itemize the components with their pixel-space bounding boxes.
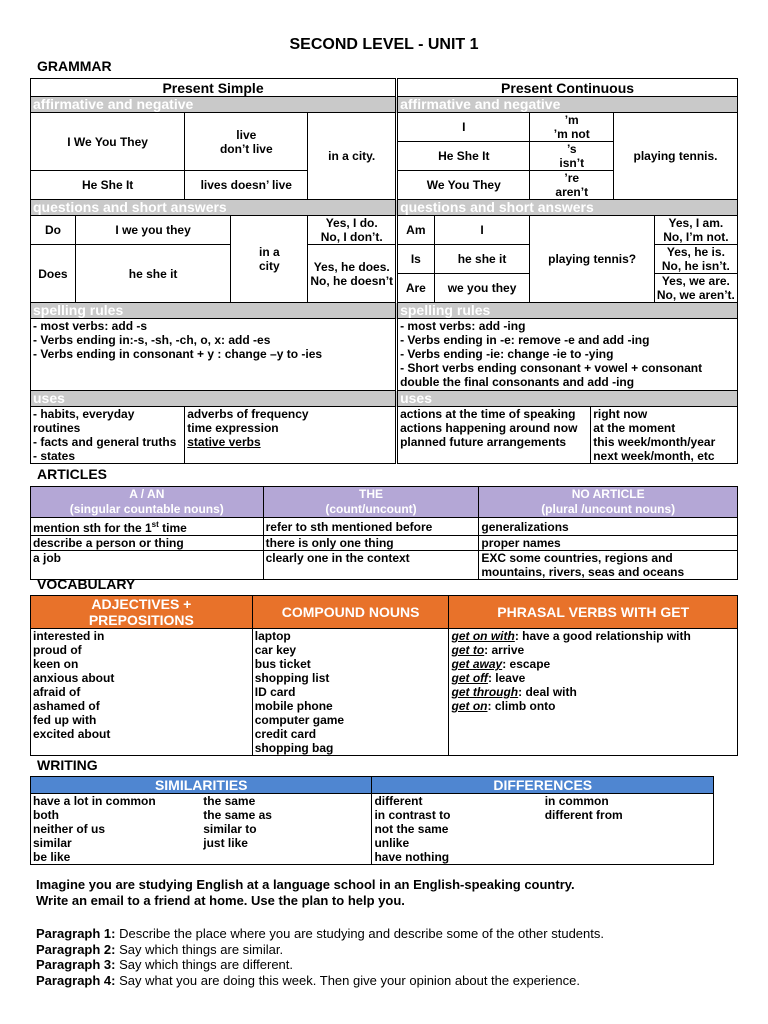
writing-phrase: have a lot in common — [33, 794, 156, 808]
simple-q-answer-2: Yes, he does. No, he doesn’t — [308, 245, 397, 303]
phrasal-verb-item — [451, 629, 735, 643]
articles-table — [30, 486, 738, 580]
simple-q-answer-1: Yes, I do. No, I don’t. — [308, 216, 397, 245]
writing-table — [30, 776, 714, 865]
phrasal-verb: get to — [451, 643, 485, 657]
writing-phrase: the same as — [203, 808, 272, 822]
phrasal-meaning: : have a good relationship with — [514, 629, 691, 643]
vocab-item: mobile phone — [254, 699, 333, 713]
simple-q-object: in a city — [231, 216, 308, 303]
vocab-item: ID card — [254, 685, 296, 699]
use-item: actions happening around now — [400, 421, 578, 435]
similarities-list-1 — [31, 794, 202, 865]
article-cell: refer to sth mentioned before — [263, 518, 479, 536]
vocab-item: shopping bag — [254, 741, 334, 755]
task-instructions: Imagine you are studying English at a language school in an English-speaking country. Write an email to a friend at home. Use the plan to help you. — [36, 877, 575, 908]
cont-q-answer-1: Yes, I am. No, I’m not. — [654, 216, 737, 245]
paragraph-text: Say which things are different. — [115, 957, 294, 972]
vocab-item: interested in — [33, 629, 105, 643]
phrasal-verb-item — [451, 699, 735, 713]
cont-q-am-subject: I — [434, 216, 530, 245]
cont-q-object: playing tennis? — [530, 216, 654, 303]
article-cell: describe a person or thing — [31, 536, 264, 551]
phrasal-meaning: : arrive — [484, 643, 525, 657]
paragraph-plan-item — [36, 942, 756, 958]
cont-q-answer-2: Yes, he is. No, he isn’t. — [654, 245, 737, 274]
phrasal-verb: get through — [451, 685, 519, 699]
simple-q-does-subject: he she it — [75, 245, 230, 303]
spelling-rule: - most verbs: add -ing — [400, 319, 526, 333]
vocab-item: computer game — [254, 713, 345, 727]
continuous-uses-list — [397, 407, 591, 464]
differences-list-2 — [543, 794, 714, 865]
vocab-item: shopping list — [254, 671, 330, 685]
writing-phrase: be like — [33, 850, 71, 864]
use-item: time expression — [187, 421, 279, 435]
cont-q-is-subject: he she it — [434, 245, 530, 274]
article-cell: mention sth for the 1st time — [31, 518, 264, 536]
vocabulary-heading: VOCABULARY — [37, 576, 136, 592]
use-item: next week/month, etc — [593, 449, 715, 463]
phrasal-verb-item — [451, 657, 735, 671]
vocab-item: excited about — [33, 727, 111, 741]
simple-q-does: Does — [31, 245, 76, 303]
phrasal-meaning: : leave — [487, 671, 526, 685]
simple-aff-subject-2: He She It — [31, 171, 185, 200]
bar-aff-continuous: affirmative and negative — [397, 97, 738, 113]
writing-phrase: in common — [544, 794, 609, 808]
paragraph-plan-item — [36, 926, 756, 942]
vocab-item: bus ticket — [254, 657, 311, 671]
simple-q-do: Do — [31, 216, 76, 245]
writing-phrase: different from — [544, 808, 623, 822]
vocab-item: afraid of — [33, 685, 81, 699]
simple-aff-subject-1: I We You They — [31, 113, 185, 171]
cont-q-are-subject: we you they — [434, 274, 530, 303]
use-item: - states — [33, 449, 76, 463]
cont-aff-subject-2: He She It — [397, 142, 530, 171]
article-cell: generalizations — [479, 518, 738, 536]
vocab-header-phrasal-verbs: PHRASAL VERBS WITH GET — [449, 596, 738, 629]
cont-aff-verb-3: ’re aren’t — [530, 171, 614, 200]
cont-q-answer-3: Yes, we are. No, we aren’t. — [654, 274, 737, 303]
phrasal-verb-item — [451, 685, 735, 699]
use-item: at the moment — [593, 421, 676, 435]
simple-aff-verb-2: lives doesn’ live — [185, 171, 308, 200]
bar-spelling-continuous: spelling rules — [397, 303, 738, 319]
phrasal-meaning: : escape — [502, 657, 551, 671]
bar-aff-simple: affirmative and negative — [31, 97, 397, 113]
phrasal-meaning: : deal with — [518, 685, 577, 699]
phrasal-verb: get on with — [451, 629, 515, 643]
article-cell: a job — [31, 551, 264, 580]
spelling-rule: - Verbs ending in:-s, -sh, -ch, o, x: add -es — [33, 333, 271, 347]
writing-phrase: have nothing — [374, 850, 450, 864]
writing-phrase: different — [374, 794, 423, 808]
vocab-item: keen on — [33, 657, 79, 671]
phrasal-verb-item — [451, 643, 735, 657]
spelling-rule: - Verbs ending -ie: change -ie to -ying — [400, 347, 614, 361]
cont-q-are: Are — [397, 274, 435, 303]
simple-uses-list — [31, 407, 185, 464]
vocab-item: proud of — [33, 643, 82, 657]
simple-spelling-rules — [31, 319, 397, 391]
paragraph-text: Say which things are similar. — [115, 941, 284, 957]
cont-q-is: Is — [397, 245, 435, 274]
simple-adverbs-list — [185, 407, 397, 464]
paragraph-label: Paragraph 2: — [36, 941, 116, 957]
vocab-header-compound-nouns: COMPOUND NOUNS — [252, 596, 449, 629]
simple-q-do-subject: I we you they — [75, 216, 230, 245]
article-cell: clearly one in the context — [263, 551, 479, 580]
vocab-header-adjectives: ADJECTIVES + PREPOSITIONS — [31, 596, 253, 629]
vocab-item: car key — [254, 643, 297, 657]
use-item: this week/month/year — [593, 435, 716, 449]
bar-uses-simple: uses — [31, 391, 397, 407]
phrasal-verb: get off — [451, 671, 488, 685]
vocab-item: credit card — [254, 727, 317, 741]
vocab-item: ashamed of — [33, 699, 100, 713]
bar-spelling-simple: spelling rules — [31, 303, 397, 319]
writing-phrase: just like — [203, 836, 248, 850]
page-title: SECOND LEVEL - UNIT 1 — [289, 36, 479, 53]
vocab-item: laptop — [254, 629, 291, 643]
article-header-the: THE (count/uncount) — [263, 487, 479, 518]
differences-header: DIFFERENCES — [372, 777, 714, 794]
use-item: - habits, everyday routines — [33, 407, 135, 435]
spelling-rule: - Verbs ending in consonant + y : change –y to -ies — [33, 347, 323, 361]
writing-phrase: the same — [203, 794, 256, 808]
cont-aff-verb-1: ’m ’m not — [530, 113, 614, 142]
stative-verbs-link: stative verbs — [187, 435, 261, 449]
cont-q-am: Am — [397, 216, 435, 245]
paragraph-plan — [36, 926, 756, 988]
paragraph-label: Paragraph 1: — [36, 926, 116, 941]
paragraph-label: Paragraph 3: — [36, 957, 116, 972]
writing-phrase: both — [33, 808, 59, 822]
cont-aff-subject-1: I — [397, 113, 530, 142]
paragraph-plan-item — [36, 957, 756, 973]
writing-phrase: similar to — [203, 822, 257, 836]
present-simple-title: Present Simple — [31, 79, 397, 97]
vocab-item: anxious about — [33, 671, 115, 685]
use-item: actions at the time of speaking — [400, 407, 576, 421]
simple-aff-verb-1: live don’t live — [185, 113, 308, 171]
grammar-heading: GRAMMAR — [37, 58, 112, 74]
bar-q-continuous: questions and short answers — [397, 200, 738, 216]
adjectives-list — [31, 629, 253, 756]
use-item: - facts and general truths — [33, 435, 177, 449]
bar-uses-continuous: uses — [397, 391, 738, 407]
use-item: adverbs of frequency — [187, 407, 309, 421]
phrasal-verb-item — [451, 671, 735, 685]
writing-heading: WRITING — [37, 757, 98, 773]
continuous-time-list — [591, 407, 738, 464]
use-item: right now — [593, 407, 648, 421]
spelling-rule: - Verbs ending in -e: remove -e and add -ing — [400, 333, 650, 347]
spelling-rule: double the final consonants and add -ing — [400, 375, 635, 389]
article-cell: proper names — [479, 536, 738, 551]
bar-q-simple: questions and short answers — [31, 200, 397, 216]
spelling-rule: - most verbs: add -s — [33, 319, 148, 333]
writing-phrase: in contrast to — [374, 808, 451, 822]
article-cell: there is only one thing — [263, 536, 479, 551]
writing-phrase: similar — [33, 836, 72, 850]
articles-heading: ARTICLES — [37, 466, 107, 482]
vocab-item: fed up with — [33, 713, 97, 727]
similarities-list-2 — [201, 794, 372, 865]
phrasal-verbs-list — [449, 629, 738, 756]
simple-aff-object: in a city. — [308, 113, 397, 200]
grammar-table — [30, 78, 738, 464]
article-header-no-article: NO ARTICLE (plural /uncount nouns) — [479, 487, 738, 518]
paragraph-label: Paragraph 4: — [36, 972, 116, 988]
article-header-a-an: A / AN (singular countable nouns) — [31, 487, 264, 518]
similarities-header: SIMILARITIES — [31, 777, 372, 794]
writing-phrase: not the same — [374, 822, 449, 836]
present-continuous-title: Present Continuous — [397, 79, 738, 97]
cont-aff-subject-3: We You They — [397, 171, 530, 200]
paragraph-text: Say what you are doing this week. Then give your opinion about the experience. — [115, 972, 580, 988]
phrasal-verb: get on — [451, 699, 488, 713]
spelling-rule: - Short verbs ending consonant + vowel + consonant — [400, 361, 703, 375]
cont-aff-object: playing tennis. — [613, 113, 737, 200]
phrasal-meaning: : climb onto — [487, 699, 556, 713]
cont-aff-verb-2: ’s isn’t — [530, 142, 614, 171]
writing-phrase: neither of us — [33, 822, 106, 836]
writing-phrase: unlike — [374, 836, 410, 850]
paragraph-plan-item — [36, 973, 756, 989]
vocabulary-table — [30, 595, 738, 756]
phrasal-verb: get away — [451, 657, 503, 671]
paragraph-text: Describe the place where you are studying and describe some of the other students. — [115, 926, 604, 941]
differences-list-1 — [372, 794, 543, 865]
continuous-spelling-rules — [397, 319, 738, 391]
compound-nouns-list — [252, 629, 449, 756]
article-cell: EXC some countries, regions and mountains, rivers, seas and oceans — [479, 551, 738, 580]
use-item: planned future arrangements — [400, 435, 567, 449]
